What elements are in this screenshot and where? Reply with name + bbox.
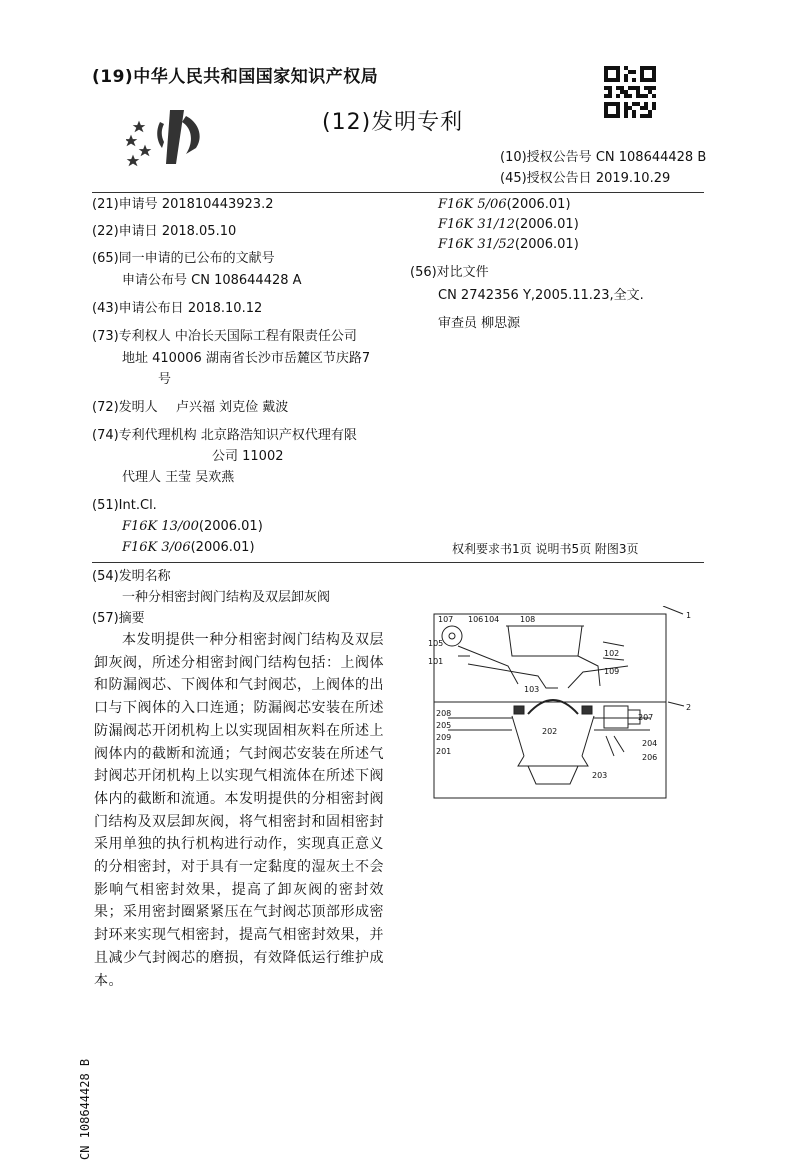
cnipa-logo: [126, 108, 206, 168]
agency-line-1: (74)专利代理机构 北京路浩知识产权代理有限: [92, 428, 357, 443]
label-1: 1: [686, 611, 692, 620]
ipc-1: [122, 518, 263, 536]
label-109: 109: [604, 667, 620, 676]
label-104: 104: [484, 615, 500, 624]
ipc-3-version: (2006.01): [506, 197, 571, 212]
label-107: 107: [438, 615, 454, 624]
ipc-4-version: (2006.01): [514, 217, 579, 232]
references-heading: (56)对比文件: [410, 265, 489, 280]
application-date: (22)申请日 2018.05.10: [92, 224, 237, 239]
abstract-heading: (57)摘要: [92, 611, 145, 626]
ipc-5-version: (2006.01): [514, 237, 579, 252]
label-102: 102: [604, 649, 620, 658]
pages-info: 权利要求书1页 说明书5页 附图3页: [452, 542, 639, 556]
label-201: 201: [436, 747, 452, 756]
abstract-text: 本发明提供一种分相密封阀门结构及双层卸灰阀，所述分相密封阀门结构包括：上阀体和防漏阀芯、下阀体和气封阀芯，上阀体的出口与下阀体的入口连通；防漏阀芯安装在所述防漏阀芯开闭机构上以实现固相灰料在所述上阀体内的截断和流通；气封阀芯安装在所述气封阀芯开闭机构上以实现气相流体在所述下阀体内的截断和流通。本发明提供的分相密封阀门结构及双层卸灰阀，将气相密封和固相密封采用单独的执行机构进行动作，实现真正意义的分相密封，对于具有一定黏度的湿灰土不会影响气相密封效果，提高了卸灰阀的密封效果；采用密封圈紧紧压在气封阀芯顶部形成密封环来实现气相密封，提高气相密封效果，并且减少气封阀芯的磨损，有效降低运行维护成本。: [94, 632, 384, 989]
label-206: 206: [642, 753, 658, 762]
label-105: 105: [428, 639, 444, 648]
label-209: 209: [436, 733, 452, 742]
office-name: (19)中华人民共和国国家知识产权局: [92, 67, 379, 87]
application-number: (21)申请号 201810443923.2: [92, 197, 274, 212]
ipc-5: [438, 236, 579, 254]
ipc-2-code: F16K 3/06: [122, 540, 191, 555]
address-line-2: 号: [158, 372, 172, 387]
patentee: (73)专利权人 中冶长天国际工程有限责任公司: [92, 329, 357, 344]
grant-number: (10)授权公告号 CN 108644428 B: [500, 150, 707, 165]
examiner: 审查员 柳思源: [438, 316, 521, 331]
ipc-5-code: F16K 31/52: [438, 237, 515, 252]
ipc-3-code: F16K 5/06: [438, 197, 507, 212]
ipc-4: [438, 216, 579, 234]
label-202: 202: [542, 727, 558, 736]
ipc-2: [122, 539, 255, 557]
label-205: 205: [436, 721, 452, 730]
header-divider: [92, 192, 704, 193]
ipc-3: [438, 196, 571, 214]
label-106: 106: [468, 615, 484, 624]
inventors: 卢兴福 刘克俭 戴波: [176, 400, 289, 415]
reference-cited: CN 2742356 Y,2005.11.23,全文.: [438, 288, 644, 303]
upper-valve-frame: [434, 614, 666, 702]
grant-date: (45)授权公告日 2019.10.29: [500, 171, 671, 186]
label-2: 2: [686, 703, 692, 712]
biblio-divider: [92, 562, 704, 563]
label-208: 208: [436, 709, 452, 718]
intcl-heading: (51)Int.Cl.: [92, 498, 157, 513]
label-103: 103: [524, 685, 540, 694]
agency-line-2: 公司 11002: [212, 449, 284, 464]
label-207: 207: [638, 713, 654, 722]
label-203: 203: [592, 771, 608, 780]
side-code-text: CN 108644428 B: [78, 1058, 92, 1160]
address-line-1: 地址 410006 湖南省长沙市岳麓区节庆路7: [122, 351, 371, 366]
representative-drawing: [428, 606, 718, 801]
label-204: 204: [642, 739, 658, 748]
prior-publication-number: 申请公布号 CN 108644428 A: [122, 273, 302, 288]
side-publication-code: [78, 990, 94, 1160]
inventors-label: (72)发明人: [92, 400, 158, 415]
title-heading: (54)发明名称: [92, 569, 171, 584]
ipc-4-code: F16K 31/12: [438, 217, 515, 232]
agent: 代理人 王莹 吴欢燕: [122, 470, 235, 485]
patent-type: (12)发明专利: [322, 110, 464, 135]
publication-date: (43)申请公布日 2018.10.12: [92, 301, 263, 316]
ipc-2-version: (2006.01): [190, 540, 255, 555]
prior-publication-heading: (65)同一申请的已公布的文献号: [92, 251, 275, 266]
invention-title: 一种分相密封阀门结构及双层卸灰阀: [122, 590, 331, 605]
qr-code: [604, 66, 656, 118]
ipc-1-version: (2006.01): [198, 519, 263, 534]
label-101: 101: [428, 657, 444, 666]
ipc-1-code: F16K 13/00: [122, 519, 199, 534]
label-108: 108: [520, 615, 536, 624]
